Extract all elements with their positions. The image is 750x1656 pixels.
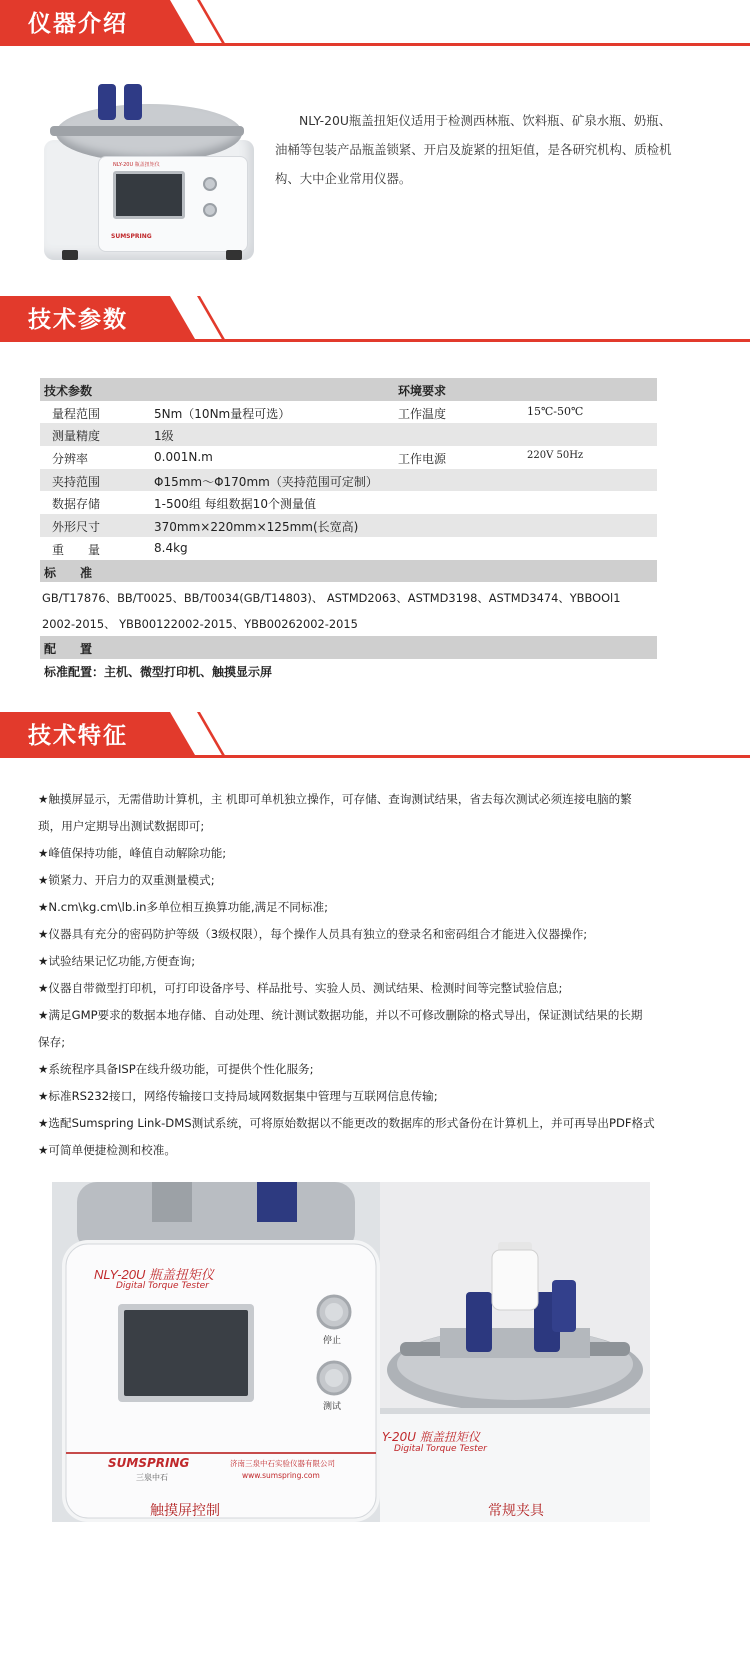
features-list xyxy=(38,786,678,1164)
brand-cn: 三泉中石 xyxy=(136,1473,168,1482)
photo-subtitle: Digital Torque Tester xyxy=(116,1281,209,1291)
feature-line: ★系统程序具备ISP在线升级功能，可提供个性化服务; xyxy=(38,1062,314,1076)
caption-touchscreen: 触摸屏控制 xyxy=(150,1503,220,1519)
standards-line: 2002-2015、 YBB00122002-2015、YBB00262002-2015 xyxy=(42,617,358,632)
table-row: 外形尺寸 370mm×220mm×125mm(长宽高) xyxy=(40,514,657,537)
feature-line: ★满足GMP要求的数据本地存储、自动处理、统计测试数据功能，并以不可修改删除的格式导出，保证测试结果的长期 xyxy=(38,1008,643,1022)
feature-line: ★锁紧力、开启力的双重测量模式; xyxy=(38,873,215,887)
fixture-photo xyxy=(380,1182,650,1522)
section-title-intro: 仪器介绍 xyxy=(28,11,128,37)
touchscreen-photo xyxy=(52,1182,380,1522)
table-row: 夹持范围 Φ15mm～Φ170mm（夹持范围可定制） xyxy=(40,469,657,492)
feature-line: ★峰值保持功能，峰值自动解除功能; xyxy=(38,846,227,860)
feature-line: ★N.cm\kg.cm\lb.in多单位相互换算功能,满足不同标准; xyxy=(38,900,328,914)
company-url: www.sumspring.com xyxy=(242,1471,320,1480)
feature-line: ★选配Sumspring Link-DMS测试系统，可将原始数据以不能更改的数据库的形式备份在计算机上，并可再导出PDF格式 xyxy=(38,1116,655,1130)
section-title-features: 技术特征 xyxy=(28,723,128,749)
standards-line: GB/T17876、BB/T0025、BB/T0034(GB/T14803)、 ASTMD2063、ASTMD3198、ASTMD3474、YBBOOl1 xyxy=(42,591,621,606)
table-row: 分辨率 0.001N.m 工作电源 220V 50Hz xyxy=(52,450,584,467)
stop-label: 停止 xyxy=(323,1336,342,1346)
photo-model-label: NLY-20U 瓶盖扭矩仪 xyxy=(94,1267,214,1282)
intro-paragraph: NLY-20U瓶盖扭矩仪适用于检测西林瓶、饮料瓶、矿泉水瓶、奶瓶、油桶等包装产品瓶盖锁紧、开启及旋紧的扭矩值，是各研究机构、质检机构、大中企业常用仪器。 xyxy=(275,113,672,186)
table-row: 数据存储 1-500组 每组数据10个测量值 xyxy=(52,497,316,512)
company-name: 济南三泉中石实验仪器有限公司 xyxy=(230,1459,335,1468)
feature-line: 保存; xyxy=(38,1035,66,1049)
feature-line: ★标准RS232接口，网络传输接口支持局域网数据集中管理与互联网信息传输; xyxy=(38,1089,438,1103)
feature-line: ★仪器具有充分的密码防护等级（3级权限），每个操作人员具有独立的登录名和密码组合才能进入仪器操作; xyxy=(38,927,588,941)
device-screen xyxy=(113,171,185,219)
feature-line: ★可简单便捷检测和校准。 xyxy=(38,1143,176,1157)
feature-line: ★试验结果记忆功能,方便查询; xyxy=(38,954,196,968)
device-image: NLY-20U 瓶盖扭矩仪 SUMSPRING xyxy=(40,82,262,262)
photo-model-label-right: Y-20U 瓶盖扭矩仪 xyxy=(382,1430,480,1444)
section-header-features xyxy=(0,712,750,758)
feature-line: 琐，用户定期导出测试数据即可; xyxy=(38,819,205,833)
section-title-params: 技术参数 xyxy=(28,307,128,333)
table-row: 重 量 8.4kg xyxy=(52,540,188,557)
table-header: 技术参数 环境要求 xyxy=(40,378,657,401)
config-line: 标准配置：主机、微型打印机、触摸显示屏 xyxy=(44,664,273,679)
table-row: 量程范围 5Nm（10Nm量程可选） 工作温度 15℃-50℃ xyxy=(52,404,584,421)
test-label: 测试 xyxy=(323,1402,342,1412)
caption-fixture: 常规夹具 xyxy=(488,1503,544,1519)
feature-line: ★触摸屏显示，无需借助计算机，主 机即可单机独立操作，可存储、查询测试结果，省去每次测试必须连接电脑的繁 xyxy=(38,792,632,806)
standards-header: 标 准 xyxy=(40,560,657,583)
section-header-params xyxy=(0,296,750,342)
table-row: 测量精度 1级 xyxy=(40,423,657,446)
config-header: 配 置 xyxy=(40,636,657,659)
photo-subtitle-right: Digital Torque Tester xyxy=(394,1444,487,1454)
section-header-intro xyxy=(0,0,750,46)
feature-line: ★仪器自带微型打印机，可打印设备序号、样品批号、实验人员、测试结果、检测时间等完整试验信息; xyxy=(38,981,563,995)
brand-logo: SUMSPRING xyxy=(108,1456,190,1470)
spec-table xyxy=(40,378,657,682)
